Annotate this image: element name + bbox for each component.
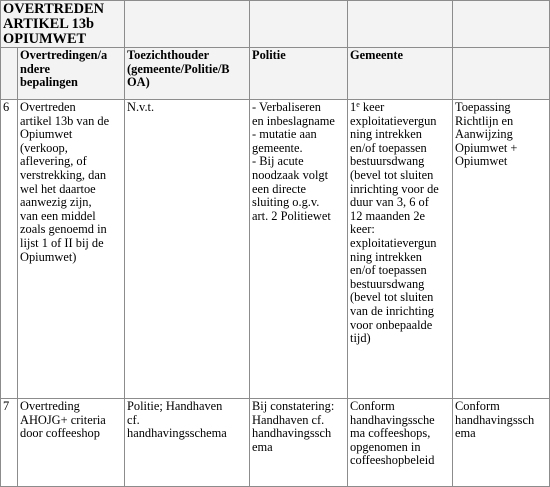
empty-cell [125, 1, 250, 48]
header-row [1, 48, 550, 100]
header-gemeente-label: Gemeente [350, 48, 403, 62]
gemeente-cell [348, 100, 453, 399]
toezichthouder-cell [125, 399, 250, 487]
header-gemeente [348, 48, 453, 100]
title-row [1, 1, 550, 48]
row-number [1, 100, 18, 399]
gemeente-superscript: e [356, 100, 360, 109]
extra-text: Conform handhavingssch ema [455, 399, 535, 441]
empty-cell [348, 1, 453, 48]
gemeente-body: keer exploitatievergun ning intrekken en/of toepassen bestuursdwang (bevel tot sluiten inrichting voor de duur van 3, 6 of 12 maanden 2e keer: exploitatievergun ning intrekken en/of toepassen bestuursdwang (bevel tot sluiten van de inrichting voor onbepaalde tijd) [350, 100, 439, 346]
overtreding-cell [18, 399, 125, 487]
extra-cell [453, 399, 550, 487]
empty-cell [250, 1, 348, 48]
header-overtreding [18, 48, 125, 100]
gemeente-first: 1 [350, 100, 357, 114]
politie-cell [250, 399, 348, 487]
politie-cell [250, 100, 348, 399]
extra-text: Toepassing Richtlijn en Aanwijzing Opiumwet + Opiumwet [455, 100, 518, 169]
gemeente-text: Conform handhavingssche ma coffeeshops, opgenomen in coffeeshopbeleid [350, 399, 435, 468]
toezichthouder-text: N.v.t. [127, 100, 155, 114]
header-overtreding-label: Overtredingen/a ndere bepalingen [20, 48, 108, 90]
politie-text: Bij constatering: Handhaven cf. handhavingssch ema [252, 399, 335, 454]
extra-cell [453, 100, 550, 399]
row-number-text: 6 [3, 100, 10, 114]
table-title: OVERTREDEN ARTIKEL 13b OPIUMWET [3, 1, 105, 47]
title-cell [1, 1, 125, 48]
header-toezichthouder [125, 48, 250, 100]
header-politie-label: Politie [252, 48, 286, 62]
gemeente-text [350, 101, 450, 346]
header-politie [250, 48, 348, 100]
row-number-text: 7 [3, 399, 10, 413]
overtreding-cell [18, 100, 125, 399]
empty-cell [1, 48, 18, 100]
empty-cell [453, 48, 550, 100]
overtreding-text: Overtreding AHOJG+ criteria door coffeeshop [20, 399, 106, 441]
header-toezichthouder-label: Toezichthouder (gemeente/Politie/B OA) [127, 48, 230, 90]
table-row [1, 399, 550, 487]
empty-cell [453, 1, 550, 48]
gemeente-cell [348, 399, 453, 487]
overtreding-text: Overtreden artikel 13b van de Opiumwet (verkoop, aflevering, of verstrekking, dan wel het daartoe aanwezig zijn, van een middel zoals genoemd in lijst 1 of II bij de Opiumwet) [20, 100, 110, 264]
row-number [1, 399, 18, 487]
toezichthouder-text: Politie; Handhaven cf. handhavingsschema [127, 399, 227, 441]
toezichthouder-cell [125, 100, 250, 399]
table-row [1, 100, 550, 399]
politie-text: - Verbaliseren en inbeslagname - mutatie aan gemeente. - Bij acute noodzaak volgt een directe sluiting o.g.v. art. 2 Politiewet [252, 100, 335, 223]
